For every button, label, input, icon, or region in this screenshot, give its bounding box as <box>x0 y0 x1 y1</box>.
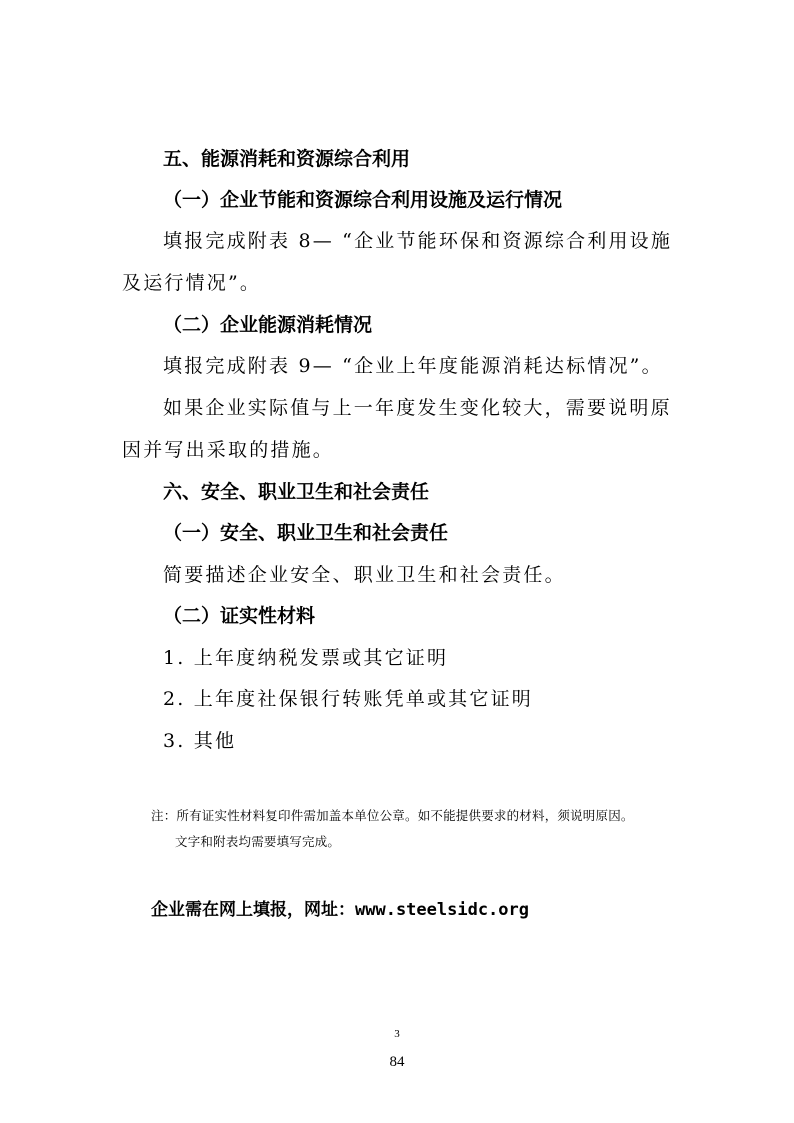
page-number-inner: 3 <box>394 1028 400 1040</box>
section-5-2-paragraph-1: 填报完成附表 9— “企业上年度能源消耗达标情况”。 <box>163 355 663 377</box>
footnote-line-2: 文字和附表均需要填写完成。 <box>175 834 341 849</box>
section-6-2-heading: （二）证实性材料 <box>163 605 316 627</box>
section-5-heading: 五、能源消耗和资源综合利用 <box>163 148 411 170</box>
section-6-1-paragraph: 简要描述企业安全、职业卫生和社会责任。 <box>163 564 566 586</box>
page-number-outer: 84 <box>389 1054 405 1070</box>
online-submission-label: 企业需在网上填报，网址： <box>151 900 355 920</box>
section-5-1-heading: （一）企业节能和资源综合利用设施及运行情况 <box>163 189 563 211</box>
section-5-2-paragraph-2-line-2: 因并写出采取的措施。 <box>122 439 335 461</box>
section-5-1-paragraph-line-2: 及运行情况”。 <box>122 272 262 294</box>
list-item: 1. 上年度纳税发票或其它证明 <box>163 647 449 669</box>
list-item: 2. 上年度社保银行转账凭单或其它证明 <box>163 688 533 710</box>
list-item: 3. 其他 <box>163 730 237 752</box>
section-5-2-paragraph-2-line-1: 如果企业实际值与上一年度发生变化较大，需要说明原 <box>163 397 672 419</box>
section-6-heading: 六、安全、职业卫生和社会责任 <box>163 481 430 503</box>
section-6-1-heading: （一）安全、职业卫生和社会责任 <box>163 522 449 544</box>
section-5-2-heading: （二）企业能源消耗情况 <box>163 314 373 336</box>
footnote-line-1: 注：所有证实性材料复印件需加盖本单位公章。如不能提供要求的材料，须说明原因。 <box>151 808 634 823</box>
section-5-1-paragraph-line-1: 填报完成附表 8— “企业节能环保和资源综合利用设施 <box>163 230 673 252</box>
website-link[interactable]: www.steelsidc.org <box>355 900 529 920</box>
online-submission-notice <box>151 902 529 919</box>
